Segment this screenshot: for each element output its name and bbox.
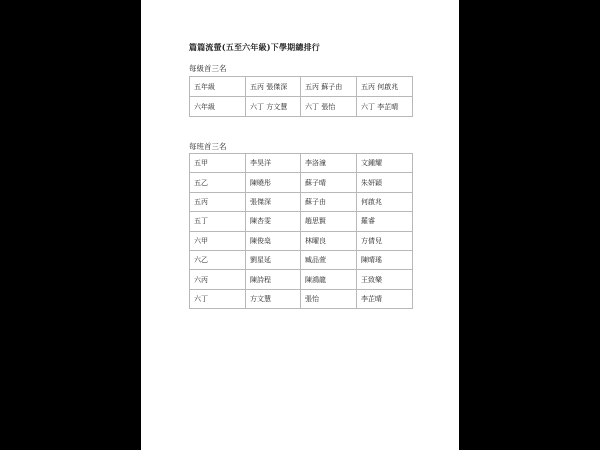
table-row-header-cell: 六丁 xyxy=(190,289,246,308)
table-row xyxy=(190,77,413,97)
table-row-header-cell: 五甲 xyxy=(190,154,246,173)
table-cell: 陳杏雯 xyxy=(246,212,301,231)
table-row xyxy=(190,231,413,250)
table-row xyxy=(190,270,413,289)
table-row xyxy=(190,154,413,173)
table-cell: 張傑深 xyxy=(246,192,301,211)
table-row xyxy=(190,192,413,211)
table-cell: 五丙 蘇子由 xyxy=(301,77,357,97)
table-cell: 陳俊燊 xyxy=(246,231,301,250)
table-cell: 何啟兆 xyxy=(357,192,413,211)
grade-top3-table xyxy=(189,76,413,117)
table-row xyxy=(190,173,413,192)
table-cell: 陳曉彤 xyxy=(246,173,301,192)
table-row-header-cell: 六丙 xyxy=(190,270,246,289)
table-cell: 文鍾耀 xyxy=(357,154,413,173)
table-row xyxy=(190,250,413,269)
table-cell: 六丁 李芷晴 xyxy=(357,97,413,117)
table-row-header-cell: 五年級 xyxy=(190,77,246,97)
table-cell: 張怡 xyxy=(301,289,357,308)
table-cell: 方倩兒 xyxy=(357,231,413,250)
table-cell: 六丁 張怡 xyxy=(301,97,357,117)
table-row xyxy=(190,212,413,231)
table-cell: 劉星延 xyxy=(246,250,301,269)
table-cell: 六丁 方文慧 xyxy=(246,97,301,117)
table-cell: 蘇子晴 xyxy=(301,173,357,192)
table-cell: 朱妍穎 xyxy=(357,173,413,192)
table-row-header-cell: 五丁 xyxy=(190,212,246,231)
table-cell: 陳晴瑤 xyxy=(357,250,413,269)
table-row-header-cell: 六年級 xyxy=(190,97,246,117)
table-row-header-cell: 五乙 xyxy=(190,173,246,192)
table-cell: 林曜良 xyxy=(301,231,357,250)
table-row-header-cell: 六乙 xyxy=(190,250,246,269)
table-cell: 李洛潼 xyxy=(301,154,357,173)
table-row-header-cell: 六甲 xyxy=(190,231,246,250)
class-top3-table xyxy=(189,153,413,309)
table-cell: 李昊洋 xyxy=(246,154,301,173)
document-title: 篇篇流螢(五至六年級)下學期總排行 xyxy=(189,42,320,52)
table-cell: 李芷晴 xyxy=(357,289,413,308)
table-row xyxy=(190,289,413,308)
table-cell: 蘇子由 xyxy=(301,192,357,211)
table-cell: 五丙 何啟兆 xyxy=(357,77,413,97)
table-cell: 羅睿 xyxy=(357,212,413,231)
table-cell: 五丙 張傑深 xyxy=(246,77,301,97)
table-cell: 王致樂 xyxy=(357,270,413,289)
table-cell: 陳詩程 xyxy=(246,270,301,289)
table-cell: 方文慧 xyxy=(246,289,301,308)
table-cell: 臧品萱 xyxy=(301,250,357,269)
table-cell: 陳鴻龍 xyxy=(301,270,357,289)
table-cell: 趙思賢 xyxy=(301,212,357,231)
grade-top3-label: 每級首三名 xyxy=(189,64,227,73)
document-page xyxy=(141,0,459,450)
table-row-header-cell: 五丙 xyxy=(190,192,246,211)
class-top3-label: 每班首三名 xyxy=(189,142,227,151)
table-row xyxy=(190,97,413,117)
